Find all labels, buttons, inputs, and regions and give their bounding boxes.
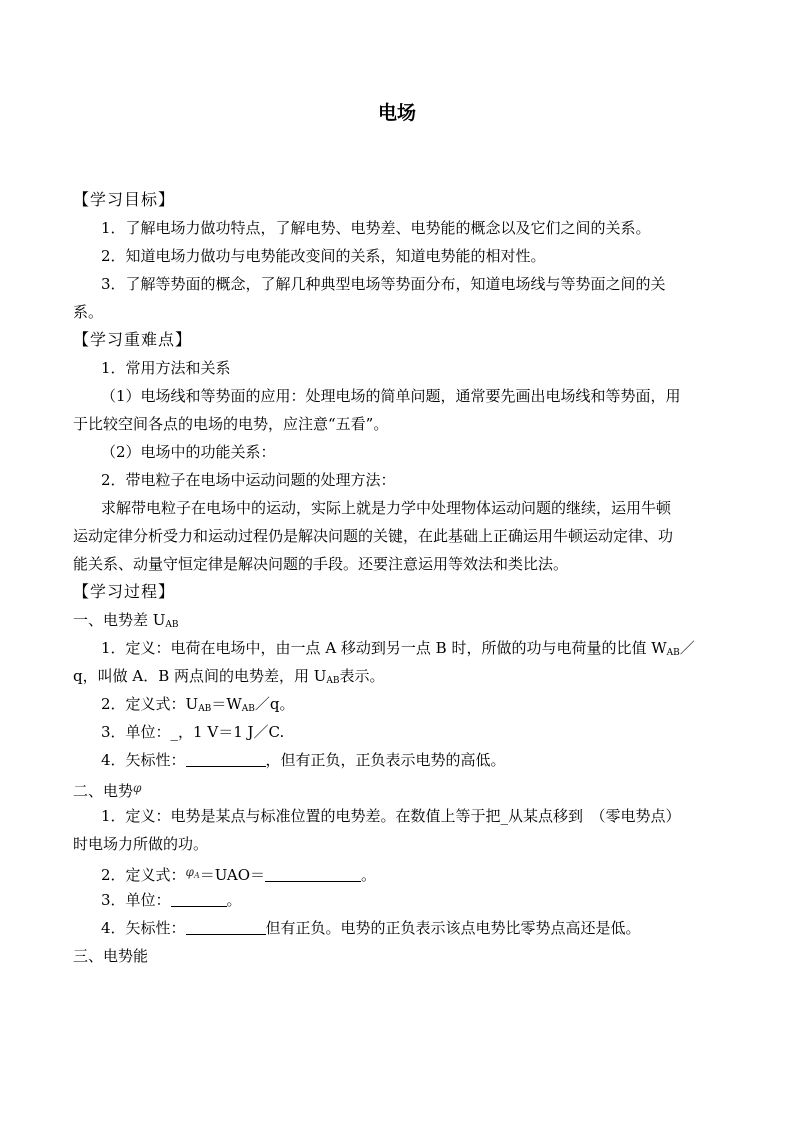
document-body xyxy=(73,186,725,970)
part2-unit-a: 3．单位： xyxy=(101,891,171,909)
phi-a-symbol xyxy=(186,865,200,879)
part2-vector-b: 但有正负。电势的正负表示该点电势比零势点高还是低。 xyxy=(265,919,641,937)
key-2: 2．带电粒子在电场中运动问题的处理方法： xyxy=(101,471,396,489)
part2-def-cont: 时电场力所做的功。 xyxy=(73,835,209,853)
part1-def-slash: ／ xyxy=(679,639,695,657)
page-title: 电场 xyxy=(377,102,416,124)
part2-unit-b: 。 xyxy=(226,891,242,909)
fill-blank[interactable] xyxy=(186,918,266,935)
goal-2: 2．知道电场力做功与电势能改变间的关系，知道电势能的相对性。 xyxy=(101,247,546,265)
section-heading-key: 【学习重难点】 xyxy=(73,330,193,349)
part2-title-text: 二、电势 xyxy=(73,782,134,800)
goal-1: 1．了解电场力做功特点，了解电势、电势差、电势能的概念以及它们之间的关系。 xyxy=(101,219,651,237)
part1-vector-a: 4．矢标性： xyxy=(101,751,186,769)
key-2-para-1: 求解带电粒子在电场中的运动，实际上就是力学中处理物体运动问题的继续，运用牛顿 xyxy=(101,499,672,517)
section-heading-goals: 【学习目标】 xyxy=(73,190,176,209)
part1-title xyxy=(73,606,725,634)
part1-def-text: 1．定义：电荷在电场中，由一点 A 移动到另一点 B 时，所做的功与电荷量的比值 W xyxy=(101,639,667,657)
part1-def xyxy=(73,634,725,662)
part1-formula-c: ／q。 xyxy=(254,695,295,713)
key-1-1-cont: 于比较空间各点的电场的电势，应注意“五看”。 xyxy=(73,415,389,433)
part1-vector xyxy=(73,746,725,774)
part3-title: 三、电势能 xyxy=(73,947,149,965)
fill-blank[interactable] xyxy=(186,750,266,767)
part2-vector xyxy=(73,914,725,942)
part2-vector-a: 4．矢标性： xyxy=(101,919,186,937)
goal-3-cont: 系。 xyxy=(73,303,104,321)
key-1: 1．常用方法和关系 xyxy=(101,359,231,377)
part1-formula-b: ＝W xyxy=(211,695,242,713)
key-2-para-3: 能关系、动量守恒定律是解决问题的手段。还要注意运用等效法和类比法。 xyxy=(73,555,569,573)
part2-formula-b: ＝UAO＝ xyxy=(199,866,266,884)
key-1-1: （1）电场线和等势面的应用：处理电场的简单问题，通常要先画出电场线和等势面，用 xyxy=(101,387,681,405)
part2-def: 1．定义：电势是某点与标准位置的电势差。在数值上等于把_从某点移到 （零电势点） xyxy=(101,807,681,825)
fill-blank[interactable] xyxy=(171,890,227,907)
part2-unit xyxy=(73,886,725,914)
part1-def-sub: AB xyxy=(666,648,680,658)
phi-a-sub: A xyxy=(193,871,200,880)
part1-title-text: 一、电势差 U xyxy=(73,611,166,629)
part1-formula-sub2: AB xyxy=(241,704,255,714)
fill-blank[interactable] xyxy=(265,865,361,882)
goal-3: 3．了解等势面的概念，了解几种典型电场等势面分布，知道电场线与等势面之间的关 xyxy=(101,275,666,293)
part1-unit: 3．单位：_，1 V＝1 J／C. xyxy=(101,723,285,741)
part2-formula-a: 2．定义式： xyxy=(101,866,186,884)
part1-title-sub: AB xyxy=(165,620,179,630)
part1-formula xyxy=(73,690,725,718)
part2-title xyxy=(73,774,725,802)
part1-def-cont-text: q，叫做 A．B 两点间的电势差，用 U xyxy=(73,667,327,685)
part1-formula-a: 2．定义式：U xyxy=(101,695,199,713)
key-1-2: （2）电场中的功能关系： xyxy=(101,443,276,461)
part2-formula-c: 。 xyxy=(361,866,377,884)
key-2-para-2: 运动定律分析受力和运动过程仍是解决问题的关键，在此基础上正确运用牛顿运动定律、功 xyxy=(73,527,674,545)
part2-formula xyxy=(73,858,725,886)
part1-formula-sub1: AB xyxy=(198,704,212,714)
phi-a-char: φ xyxy=(185,865,194,879)
phi-symbol: φ xyxy=(133,781,142,795)
part1-vector-b: ，但有正负，正负表示电势的高低。 xyxy=(265,751,506,769)
part1-def-cont xyxy=(73,662,725,690)
part1-def-cont-sub: AB xyxy=(326,676,340,686)
section-heading-process: 【学习过程】 xyxy=(73,582,176,601)
part1-def-cont-end: 表示。 xyxy=(339,667,385,685)
